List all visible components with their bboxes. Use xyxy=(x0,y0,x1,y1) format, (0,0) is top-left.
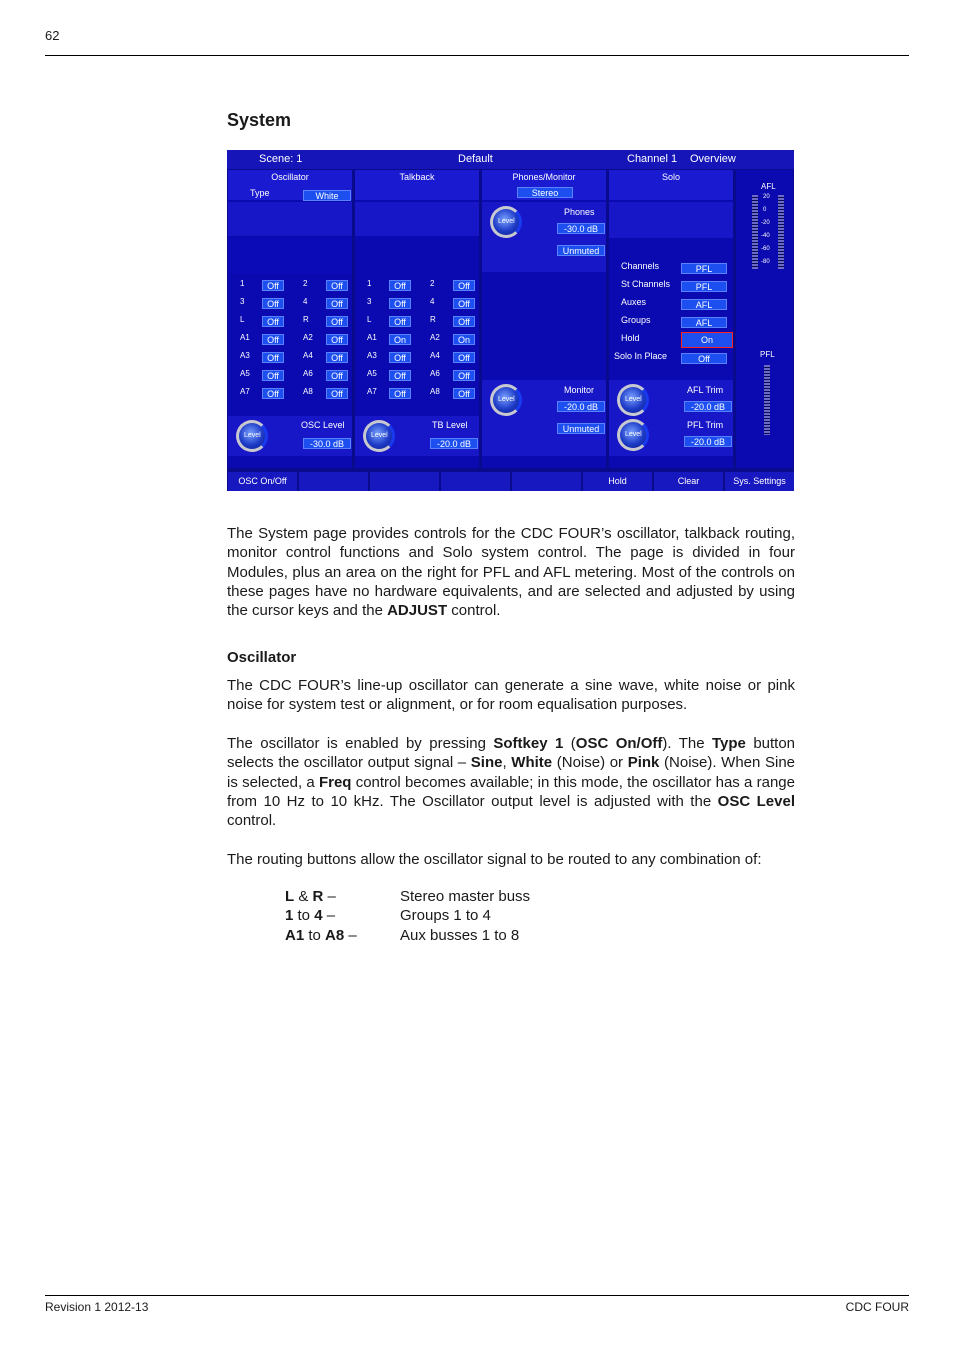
phones-monitor-title: Phones/Monitor xyxy=(482,170,606,200)
route-label: A4 xyxy=(430,351,440,360)
route-label: 3 xyxy=(367,297,372,306)
solo-row-value[interactable]: AFL xyxy=(681,317,727,328)
osc-level-knob[interactable]: Level xyxy=(236,420,268,452)
route-label: A2 xyxy=(303,333,313,342)
softkey-1[interactable]: OSC On/Off xyxy=(228,472,297,491)
route-label: A8 xyxy=(430,387,440,396)
route-toggle[interactable]: Off xyxy=(326,316,348,327)
meter-scale-tick: -60 xyxy=(761,246,770,252)
route-toggle[interactable]: Off xyxy=(389,298,411,309)
osc-level-value: -30.0 dB xyxy=(303,438,351,449)
pfl-trim-label: PFL Trim xyxy=(687,420,724,430)
route-toggle[interactable]: On xyxy=(389,334,411,345)
route-toggle[interactable]: Off xyxy=(326,298,348,309)
meter-scale-tick: -80 xyxy=(761,259,770,265)
route-toggle[interactable]: Off xyxy=(262,388,284,399)
route-label: L xyxy=(367,315,372,324)
solo-row-value[interactable]: Off xyxy=(681,353,727,364)
softkey-3[interactable] xyxy=(370,472,439,491)
route-toggle[interactable]: Off xyxy=(389,316,411,327)
route-label: A8 xyxy=(303,387,313,396)
definition-description: Stereo master buss xyxy=(400,888,531,905)
solo-row-value[interactable]: On xyxy=(681,332,733,348)
route-toggle[interactable]: Off xyxy=(262,316,284,327)
route-toggle[interactable]: Off xyxy=(326,352,348,363)
route-label: 2 xyxy=(430,279,435,288)
screen-header xyxy=(227,150,794,169)
definition-term: L & R – xyxy=(285,888,336,905)
route-toggle[interactable]: Off xyxy=(326,388,348,399)
type-label: Type xyxy=(250,188,270,198)
route-label: 1 xyxy=(240,279,245,288)
solo-row-value[interactable]: AFL xyxy=(681,299,727,310)
route-label: A2 xyxy=(430,333,440,342)
softkey-2[interactable] xyxy=(299,472,368,491)
route-label: A7 xyxy=(367,387,377,396)
scene-name: Default xyxy=(458,153,493,165)
afl-meter-label: AFL xyxy=(761,182,776,191)
softkey-6[interactable]: Hold xyxy=(583,472,652,491)
phones-label: Phones xyxy=(564,207,595,217)
monitor-mute-button[interactable]: Unmuted xyxy=(557,423,605,434)
solo-row-label: Auxes xyxy=(621,297,647,307)
route-toggle[interactable]: Off xyxy=(453,388,475,399)
view-label: Overview xyxy=(690,153,736,165)
phones-monitor-module xyxy=(482,170,606,468)
route-label: A6 xyxy=(430,369,440,378)
meter-area xyxy=(736,170,793,468)
monitor-level-value: -20.0 dB xyxy=(557,401,605,412)
route-toggle[interactable]: Off xyxy=(453,370,475,381)
softkey-7[interactable]: Clear xyxy=(654,472,723,491)
route-toggle[interactable]: Off xyxy=(453,316,475,327)
stereo-mode-button[interactable]: Stereo xyxy=(517,187,573,198)
route-label: A7 xyxy=(240,387,250,396)
route-label: 1 xyxy=(367,279,372,288)
pfl-trim-value: -20.0 dB xyxy=(684,436,732,447)
oscillator-title: Oscillator xyxy=(228,170,352,200)
type-button[interactable]: White xyxy=(303,190,351,201)
oscillator-heading: Oscillator xyxy=(227,649,297,666)
afl-trim-value: -20.0 dB xyxy=(684,401,732,412)
pfl-trim-knob[interactable]: Level xyxy=(617,419,649,451)
route-toggle[interactable]: Off xyxy=(262,298,284,309)
route-toggle[interactable]: Off xyxy=(326,280,348,291)
softkey-8[interactable]: Sys. Settings xyxy=(725,472,794,491)
solo-module xyxy=(609,170,733,468)
tb-level-value: -20.0 dB xyxy=(430,438,478,449)
solo-row-label: Groups xyxy=(621,315,651,325)
page-number: 62 xyxy=(45,28,60,43)
route-toggle[interactable]: Off xyxy=(262,352,284,363)
route-toggle[interactable]: Off xyxy=(389,370,411,381)
solo-row-label: Channels xyxy=(621,261,660,271)
afl-trim-label: AFL Trim xyxy=(687,385,724,395)
tb-level-knob[interactable]: Level xyxy=(363,420,395,452)
system-page-screenshot xyxy=(227,150,794,491)
pfl-meter xyxy=(764,365,770,435)
monitor-level-knob[interactable]: Level xyxy=(490,384,522,416)
phones-level-knob[interactable]: Level xyxy=(490,206,522,238)
definition-term: 1 to 4 – xyxy=(285,907,336,925)
oscillator-module xyxy=(228,170,352,468)
route-label: R xyxy=(303,315,309,324)
talkback-module xyxy=(355,170,479,468)
softkey-5[interactable] xyxy=(512,472,581,491)
route-toggle[interactable]: Off xyxy=(389,280,411,291)
route-label: 3 xyxy=(240,297,245,306)
solo-row-value[interactable]: PFL xyxy=(681,281,727,292)
definition-description: Aux busses 1 to 8 xyxy=(400,926,520,944)
meter-scale-tick: 0 xyxy=(763,207,767,213)
route-toggle[interactable]: On xyxy=(453,334,475,345)
solo-title: Solo xyxy=(609,170,733,200)
solo-row-label: Solo In Place xyxy=(614,351,668,361)
oscillator-paragraph-1: The CDC FOUR’s line-up oscillator can generate a sine wave, white noise or pink noise for system test or alignment, or for room equalisation purposes. xyxy=(227,677,795,714)
oscillator-paragraph-3: The routing buttons allow the oscillator signal to be routed to any combination of: xyxy=(227,851,762,868)
osc-level-label: OSC Level xyxy=(301,420,345,430)
route-label: A3 xyxy=(240,351,250,360)
route-label: 2 xyxy=(303,279,308,288)
phones-mute-button[interactable]: Unmuted xyxy=(557,245,605,256)
route-toggle[interactable]: Off xyxy=(326,334,348,345)
route-toggle[interactable]: Off xyxy=(262,280,284,291)
footer-rule xyxy=(45,1295,909,1296)
monitor-label: Monitor xyxy=(564,385,595,395)
oscillator-paragraph-2: The oscillator is enabled by pressing Softkey 1 (OSC On/Off). The Type button selects the oscillator output signal – Sine, White (Noise) or Pink (Noise). When Sine is selected, a Freq control becomes available; in this mode, the oscillator has a range from 10 Hz to 10 kHz. The Oscillator output level is adjusted with the OSC Level control. xyxy=(227,735,796,830)
meter-scale-tick: 20 xyxy=(763,194,770,200)
afl-meter-right xyxy=(778,195,784,269)
definition-description: Groups 1 to 4 xyxy=(400,907,491,925)
route-label: A3 xyxy=(367,351,377,360)
route-toggle[interactable]: Off xyxy=(326,370,348,381)
route-label: A5 xyxy=(367,369,377,378)
solo-row-value[interactable]: PFL xyxy=(681,263,727,274)
solo-row-label: Hold xyxy=(621,333,640,343)
route-toggle[interactable]: Off xyxy=(453,280,475,291)
tb-level-label: TB Level xyxy=(432,420,468,430)
header-rule xyxy=(45,55,909,56)
solo-row-label: St Channels xyxy=(621,279,671,289)
route-label: 4 xyxy=(430,297,435,306)
pfl-meter-label: PFL xyxy=(760,350,775,359)
route-label: A4 xyxy=(303,351,313,360)
intro-paragraph: The System page provides controls for the CDC FOUR’s oscillator, talkback routing, monitor control functions and Solo system control. The page is divided in four Modules, plus an area on the right for PFL and AFL metering. Most of the controls on these pages have no hardware equivalents, and are selected and adjusted by using the cursor keys and the ADJUST control. xyxy=(227,525,795,620)
meter-scale-tick: -40 xyxy=(761,233,770,239)
definition-term: A1 to A8 – xyxy=(285,926,357,944)
route-label: R xyxy=(430,315,436,324)
phones-level-value: -30.0 dB xyxy=(557,223,605,234)
section-heading: System xyxy=(227,110,292,130)
route-label: 4 xyxy=(303,297,308,306)
route-toggle[interactable]: Off xyxy=(262,370,284,381)
footer-revision: Revision 1 2012-13 xyxy=(45,1300,149,1314)
route-toggle[interactable]: Off xyxy=(389,388,411,399)
route-label: A1 xyxy=(367,333,377,342)
route-toggle[interactable]: Off xyxy=(262,334,284,345)
route-label: L xyxy=(240,315,245,324)
afl-meter-left xyxy=(752,195,758,269)
route-toggle[interactable]: Off xyxy=(389,352,411,363)
route-label: A1 xyxy=(240,333,250,342)
afl-trim-knob[interactable]: Level xyxy=(617,384,649,416)
talkback-title: Talkback xyxy=(355,170,479,200)
channel-label: Channel 1 xyxy=(627,153,678,165)
route-toggle[interactable]: Off xyxy=(453,352,475,363)
meter-scale-tick: -20 xyxy=(761,220,770,226)
route-label: A6 xyxy=(303,369,313,378)
route-toggle[interactable]: Off xyxy=(453,298,475,309)
footer-product: CDC FOUR xyxy=(845,1300,909,1314)
scene-label: Scene: 1 xyxy=(259,153,303,165)
route-label: A5 xyxy=(240,369,250,378)
softkey-4[interactable] xyxy=(441,472,510,491)
